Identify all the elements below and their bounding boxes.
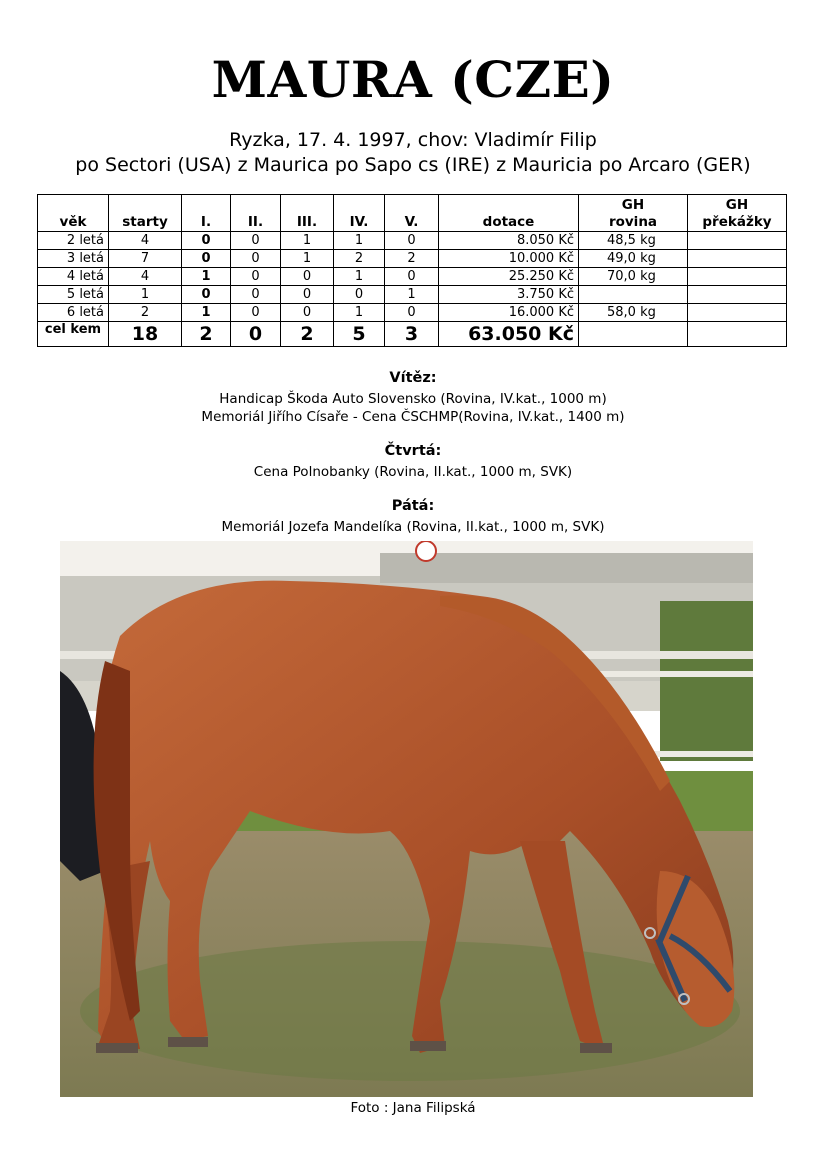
header-third: III. <box>281 195 334 232</box>
cell-fourth: 1 <box>334 304 385 322</box>
cell-starts: 2 <box>109 304 182 322</box>
table-row <box>38 250 787 268</box>
photo-caption: Foto : Jana Filipská <box>350 1100 476 1116</box>
cell-first: 0 <box>182 286 231 304</box>
winner-section <box>0 370 826 426</box>
total-first: 2 <box>182 322 231 347</box>
cell-fourth: 2 <box>334 250 385 268</box>
pedigree-line: po Sectori (USA) z Maurica po Sapo cs (IRE) z Mauricia po Arcaro (GER) <box>75 154 751 176</box>
horse-photo <box>60 541 753 1097</box>
cell-starts: 7 <box>109 250 182 268</box>
total-fourth: 5 <box>334 322 385 347</box>
total-fifth: 3 <box>385 322 439 347</box>
cell-fourth: 1 <box>334 268 385 286</box>
fifth-race-1: Memoriál Jozefa Mandelíka (Rovina, II.kat., 1000 m, SVK) <box>221 519 605 535</box>
header-fifth: V. <box>385 195 439 232</box>
fourth-heading: Čtvrtá: <box>384 443 442 459</box>
cell-gh-jump <box>688 286 787 304</box>
cell-fifth: 1 <box>385 286 439 304</box>
cell-gh-jump <box>688 250 787 268</box>
cell-starts: 1 <box>109 286 182 304</box>
table-row <box>38 286 787 304</box>
cell-first: 0 <box>182 250 231 268</box>
cell-first: 1 <box>182 268 231 286</box>
header-gh-jump <box>688 195 787 232</box>
cell-age: 6 letá <box>38 304 109 322</box>
cell-second: 0 <box>231 232 281 250</box>
header-starts: starty <box>109 195 182 232</box>
winner-heading: Vítěz: <box>389 370 437 386</box>
header-fourth: IV. <box>334 195 385 232</box>
fifth-heading: Pátá: <box>391 498 435 514</box>
cell-starts: 4 <box>109 268 182 286</box>
cell-gh-flat: 49,0 kg <box>579 250 688 268</box>
total-prize: 63.050 Kč <box>439 322 579 347</box>
fourth-place-section <box>0 443 826 481</box>
cell-first: 1 <box>182 304 231 322</box>
cell-age: 4 letá <box>38 268 109 286</box>
race-stats-table <box>37 194 787 347</box>
cell-prize: 25.250 Kč <box>439 268 579 286</box>
cell-starts: 4 <box>109 232 182 250</box>
cell-fifth: 0 <box>385 232 439 250</box>
cell-age: 2 letá <box>38 232 109 250</box>
cell-prize: 3.750 Kč <box>439 286 579 304</box>
horse-info-line: Ryzka, 17. 4. 1997, chov: Vladimír Filip <box>229 129 597 151</box>
cell-gh-jump <box>688 268 787 286</box>
cell-age: 3 letá <box>38 250 109 268</box>
table-row <box>38 268 787 286</box>
header-gh-flat-line1: GH <box>621 197 645 213</box>
fifth-place-section <box>0 498 826 536</box>
header-gh-jump-line1: GH <box>725 197 749 213</box>
total-gh-jump <box>688 322 787 347</box>
cell-gh-flat: 70,0 kg <box>579 268 688 286</box>
page-title: MAURA (CZE) <box>211 50 615 109</box>
cell-third: 0 <box>281 286 334 304</box>
cell-prize: 8.050 Kč <box>439 232 579 250</box>
cell-age: 5 letá <box>38 286 109 304</box>
table-total-row <box>38 322 787 347</box>
header-gh-jump-line2: překážky <box>702 214 772 230</box>
fourth-race-1: Cena Polnobanky (Rovina, II.kat., 1000 m, SVK) <box>253 464 573 480</box>
winner-race-2: Memoriál Jiřího Císaře - Cena ČSCHMP(Rovina, IV.kat., 1400 m) <box>201 409 625 425</box>
header-age: věk <box>38 195 109 232</box>
winner-race-1: Handicap Škoda Auto Slovensko (Rovina, IV.kat., 1000 m) <box>219 391 607 407</box>
cell-third: 1 <box>281 250 334 268</box>
table-row <box>38 304 787 322</box>
header-second: II. <box>231 195 281 232</box>
cell-fifth: 2 <box>385 250 439 268</box>
cell-prize: 16.000 Kč <box>439 304 579 322</box>
cell-second: 0 <box>231 250 281 268</box>
header-prize: dotace <box>439 195 579 232</box>
table-header-row <box>38 195 787 232</box>
cell-gh-jump <box>688 232 787 250</box>
cell-second: 0 <box>231 286 281 304</box>
cell-gh-jump <box>688 304 787 322</box>
cell-third: 0 <box>281 268 334 286</box>
cell-second: 0 <box>231 268 281 286</box>
cell-prize: 10.000 Kč <box>439 250 579 268</box>
cell-gh-flat: 58,0 kg <box>579 304 688 322</box>
table-row <box>38 232 787 250</box>
header-gh-flat-line2: rovina <box>608 214 658 230</box>
cell-fourth: 0 <box>334 286 385 304</box>
cell-gh-flat <box>579 286 688 304</box>
cell-fourth: 1 <box>334 232 385 250</box>
cell-fifth: 0 <box>385 268 439 286</box>
cell-third: 0 <box>281 304 334 322</box>
total-second: 0 <box>231 322 281 347</box>
cell-third: 1 <box>281 232 334 250</box>
cell-first: 0 <box>182 232 231 250</box>
horse-photo-illustration <box>60 541 753 1097</box>
cell-gh-flat: 48,5 kg <box>579 232 688 250</box>
cell-second: 0 <box>231 304 281 322</box>
header-gh-flat <box>579 195 688 232</box>
cell-fifth: 0 <box>385 304 439 322</box>
total-gh-flat <box>579 322 688 347</box>
header-first: I. <box>182 195 231 232</box>
total-starts: 18 <box>109 322 182 347</box>
total-label: cel kem <box>38 322 109 347</box>
total-third: 2 <box>281 322 334 347</box>
